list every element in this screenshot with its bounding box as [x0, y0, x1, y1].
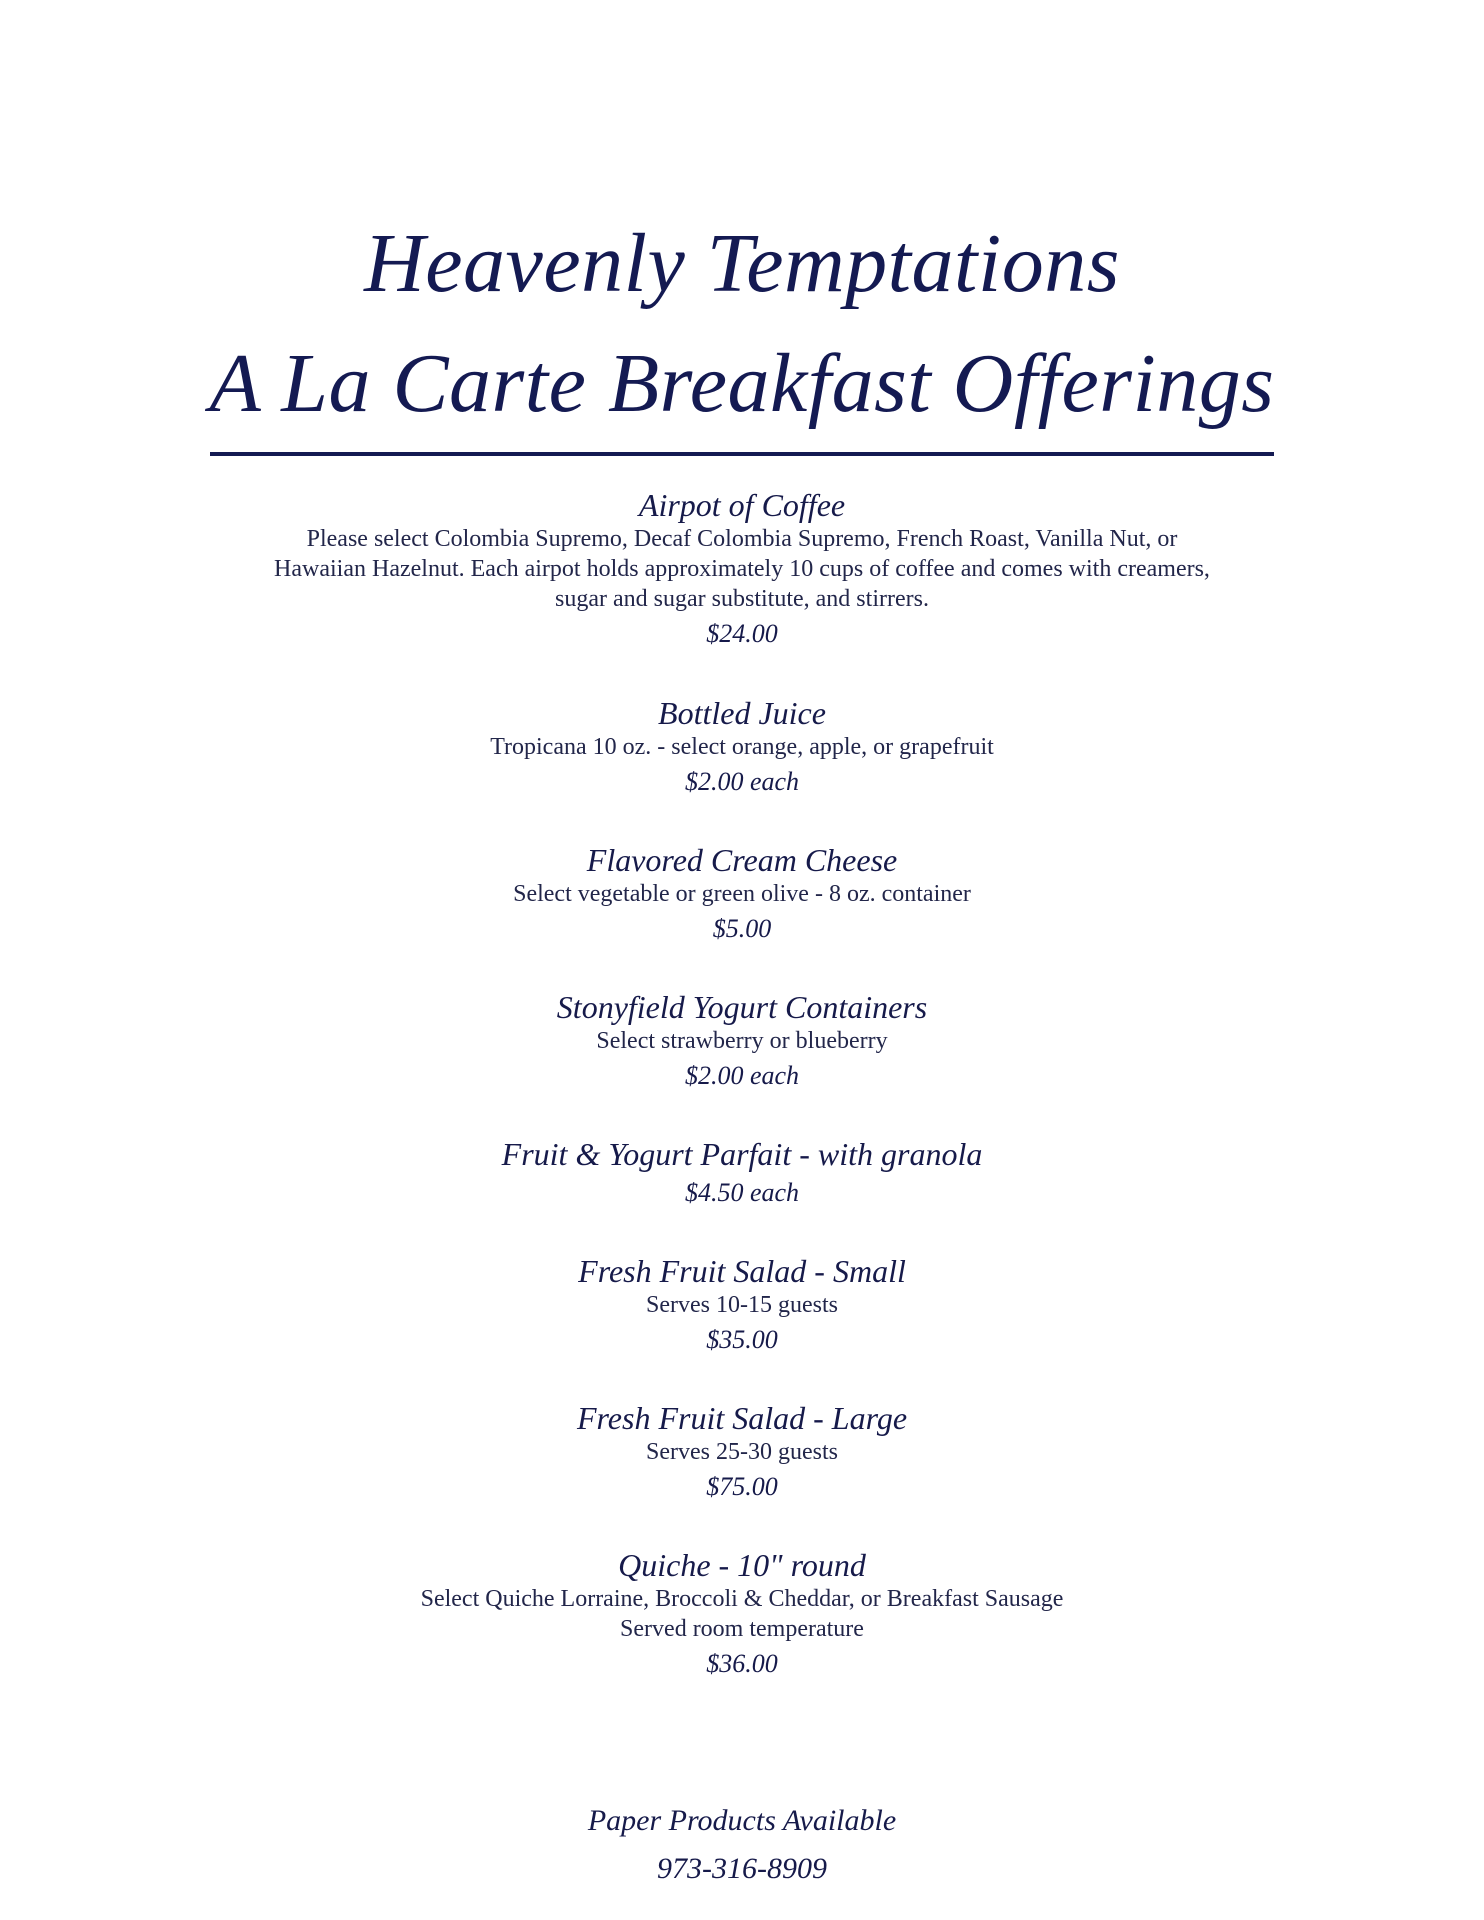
item-name: Fresh Fruit Salad - Small: [578, 1253, 906, 1289]
item-name: Airpot of Coffee: [638, 487, 846, 523]
menu-item-yogurt: [0, 988, 1484, 1094]
item-name: Flavored Cream Cheese: [586, 842, 898, 878]
item-description: Select Quiche Lorraine, Broccoli & Cheddar, or Breakfast Sausage: [420, 1586, 1064, 1612]
item-description: Tropicana 10 oz. - select orange, apple, or grapefruit: [490, 734, 994, 760]
item-description: sugar and sugar substitute, and stirrers.: [555, 586, 929, 612]
footer-phone: 973-316-8909: [657, 1852, 827, 1885]
item-name: Fruit & Yogurt Parfait - with granola: [501, 1136, 983, 1172]
item-description: Serves 10-15 guests: [646, 1292, 838, 1318]
item-description: Please select Colombia Supremo, Decaf Colombia Supremo, French Roast, Vanilla Nut, or: [306, 526, 1178, 552]
menu-subtitle: A La Carte Breakfast Offerings: [209, 337, 1275, 430]
menu-item-fruit-salad-large: [0, 1399, 1484, 1505]
item-price: $24.00: [706, 619, 778, 648]
item-price: $2.00 each: [684, 1061, 800, 1090]
menu-item-cream-cheese: [0, 841, 1484, 947]
item-price: $5.00: [712, 914, 772, 943]
footer-note: Paper Products Available: [587, 1804, 897, 1837]
item-description: Hawaiian Hazelnut. Each airpot holds approximately 10 cups of coffee and comes with creamers,: [274, 556, 1210, 582]
menu-item-parfait: [0, 1135, 1484, 1211]
menu-item-fruit-salad-small: [0, 1252, 1484, 1358]
item-description: Select strawberry or blueberry: [596, 1028, 888, 1054]
item-price: $75.00: [706, 1472, 778, 1501]
item-name: Quiche - 10" round: [618, 1547, 866, 1583]
menu-item-airpot-coffee: [0, 486, 1484, 652]
item-description: Served room temperature: [620, 1616, 864, 1642]
menu-item-quiche: [0, 1546, 1484, 1682]
item-description: Select vegetable or green olive - 8 oz. container: [513, 881, 971, 907]
item-price: $36.00: [706, 1649, 778, 1678]
title-divider: [210, 452, 1274, 456]
menu-item-bottled-juice: [0, 694, 1484, 800]
item-price: $35.00: [706, 1325, 778, 1354]
item-name: Fresh Fruit Salad - Large: [576, 1400, 908, 1436]
item-name: Stonyfield Yogurt Containers: [556, 989, 928, 1025]
item-price: $4.50 each: [684, 1178, 800, 1207]
menu-title: Heavenly Temptations: [364, 217, 1120, 310]
item-name: Bottled Juice: [658, 695, 826, 731]
item-price: $2.00 each: [684, 767, 800, 796]
item-description: Serves 25-30 guests: [646, 1439, 838, 1465]
